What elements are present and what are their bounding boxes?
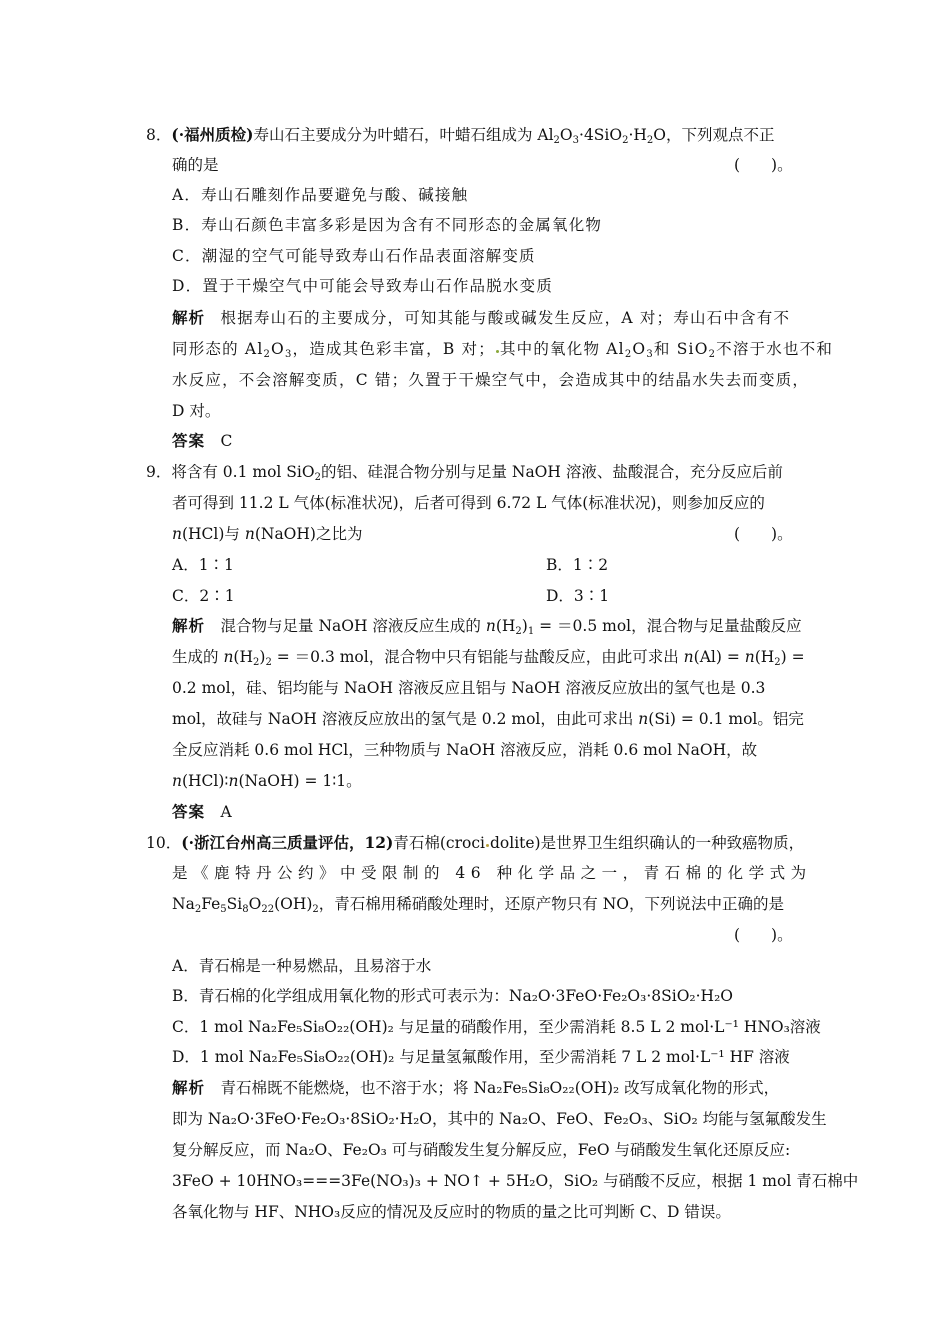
q8-stem-tail: O，下列观点不正 xyxy=(653,126,775,144)
q9-stem-line2: 者可得到 11.2 L 气体(标准状况)，后者可得到 6.72 L 气体(标准状况)，则参加反应的 xyxy=(172,494,765,512)
q8-a2d: 其中的氧化物 Al xyxy=(499,340,625,358)
q9-s3d: (NaOH)之比为 xyxy=(254,525,363,543)
q9-a2b: n xyxy=(223,648,234,666)
q9-analysis-line3: 0.2 mol，硅、铝均能与 NaOH 溶液反应且铝与 NaOH 溶液反应放出的氢气也是 0.3 xyxy=(172,679,766,697)
q8-analysis-line3: 水反应，不会溶解变质，C 错；久置于干燥空气中，会造成其中的结晶水失去而变质， xyxy=(172,371,810,389)
q10-option-a: A．青石棉是一种易燃品，且易溶于水 xyxy=(172,957,432,975)
stray-dot-mark xyxy=(496,350,499,353)
q9-s1a: 将含有 0.1 mol SiO xyxy=(171,463,315,481)
q8-stem-h: ·H xyxy=(628,126,647,144)
q10-s1b: dolite)是世界卫生组织确认的一种致癌物质， xyxy=(489,834,805,852)
q9-analysis-line6 xyxy=(172,771,362,791)
q10-stem-line1 xyxy=(146,833,804,853)
q9-s3a: n xyxy=(172,525,182,543)
q8-answer-value: C xyxy=(220,432,233,450)
q9-s3c: n xyxy=(244,525,255,543)
q10-stem-line2: 是《鹿特丹公约》中受限制的 46 种化学品之一，青石棉的化学式为 xyxy=(172,864,812,882)
q10-analysis-line3: 复分解反应，而 Na₂O、Fe₂O₃ 可与硝酸发生复分解反应，FeO 与硝酸发生氧化还原反应: xyxy=(172,1141,791,1159)
q8-answer xyxy=(172,431,232,451)
q8-a2e: O xyxy=(632,340,647,358)
q10-option-c: C．1 mol Na₂Fe₅Si₈O₂₂(OH)₂ 与足量的硝酸作用，至少需消耗 8.5 L 2 mol·L⁻¹ HNO₃溶液 xyxy=(172,1018,821,1036)
q10-stem-line3: $Na_2Fe_5Si_8O_{22}(OH)_2$，青石棉用稀硝酸处理时，还原产物只有 NO，下列说法中正确的是 xyxy=(172,895,784,915)
q8-analysis-line2: 同形态的 $Al_2O_3$，造成其色彩丰富，B 对； 其中的氧化物 $Al_2O_3$和 SiO$_2$不溶于水也不和 xyxy=(172,340,834,360)
q8-option-d: D．置于干燥空气中可能会导致寿山石作品脱水变质 xyxy=(172,277,554,295)
q10-a1: 青石棉既不能燃烧，也不溶于水；将 Na₂Fe₅Si₈O₂₂(OH)₂ 改写成氧化物的形式， xyxy=(220,1079,780,1097)
q9-stem-line1: 9．将含有 0.1 mol SiO$_2$的铝、硅混合物分别与足量 NaOH 溶液、盐酸混合，充分反应后前 xyxy=(146,463,783,483)
q8-a2b: O xyxy=(271,340,285,358)
q9-stem-line3 xyxy=(172,524,362,544)
q10-s3c: Si xyxy=(226,895,243,913)
q9-a2i: (H xyxy=(754,648,775,666)
q8-stem-line2: 确的是 xyxy=(172,156,219,174)
q9-analysis-line4 xyxy=(172,709,804,729)
q9-a1a: 混合物与足量 NaOH 溶液反应生成的 xyxy=(220,617,486,635)
q10-analysis-tag: 解析 xyxy=(172,1078,206,1097)
q9-a2j: ) = xyxy=(780,648,805,666)
q9-option-a: A．1∶1 xyxy=(172,556,234,574)
q9-a2e: = ＝0.3 mol，混合物中只有铝能与盐酸反应，由此可求出 xyxy=(271,648,684,666)
q9-a2f: n xyxy=(683,648,694,666)
q9-s1b: 的铝、硅混合物分别与足量 NaOH 溶液、盐酸混合，充分反应后前 xyxy=(320,463,783,481)
q9-answer-value: A xyxy=(220,803,232,821)
q9-a1d: ) xyxy=(521,617,528,635)
q9-a6d: (NaOH) = 1∶1。 xyxy=(238,772,362,790)
q9-analysis-tag: 解析 xyxy=(172,616,206,635)
q8-analysis-tag: 解析 xyxy=(172,308,206,327)
q8-source: (·福州质检) xyxy=(171,125,254,144)
q8-a2c: ，造成其色彩丰富，B 对； xyxy=(292,340,495,358)
q10-analysis-line2: 即为 Na₂O·3FeO·Fe₂O₃·8SiO₂·H₂O，其中的 Na₂O、FeO、Fe₂O₃、SiO₂ 均能与氢氟酸发生 xyxy=(172,1110,827,1128)
q10-answer-blank: ( )。 xyxy=(734,926,793,944)
q8-stem-line1: 8．(·福州质检)寿山石主要成分为叶蜡石，叶蜡石组成为 $Al_2O_3\cdot 4SiO_2\cdot H_2O$，下列观点不正 xyxy=(146,125,775,146)
q8-option-b: B．寿山石颜色丰富多彩是因为含有不同形态的金属氧化物 xyxy=(172,216,603,234)
q9-s3b: (HCl)与 xyxy=(181,525,245,543)
q9-analysis-line5: 全反应消耗 0.6 mol HCl，三种物质与 NaOH 溶液反应，消耗 0.6 mol NaOH，故 xyxy=(172,741,758,759)
q9-option-b: B．1∶2 xyxy=(546,556,609,574)
q8-stem-sio: ·4SiO xyxy=(579,126,623,144)
q10-analysis-line4: 3FeO + 10HNO₃===3Fe(NO₃)₃ + NO↑ + 5H₂O，SiO₂ 与硝酸不反应，根据 1 mol 青石棉中 xyxy=(172,1172,859,1190)
q10-source: (·浙江台州高三质量评估， xyxy=(181,833,365,852)
q9-a4b: n xyxy=(638,710,649,728)
q9-a6a: n xyxy=(172,772,182,790)
q8-analysis-line4: D 对。 xyxy=(172,402,221,420)
q9-a6b: (HCl)∶ xyxy=(181,772,229,790)
q10-option-d: D．1 mol Na₂Fe₅Si₈O₂₂(OH)₂ 与足量氢氟酸作用，至少需消耗 7 L 2 mol·L⁻¹ HF 溶液 xyxy=(172,1048,790,1066)
q9-a2g: (Al) = xyxy=(693,648,745,666)
q9-answer-blank: ( )。 xyxy=(734,525,793,543)
q9-a1b: n xyxy=(485,617,496,635)
q9-number: 9． xyxy=(146,463,172,481)
q10-s3a: Na xyxy=(172,895,195,913)
stray-dot-mark xyxy=(486,844,489,847)
q8-stem-text: 寿山石主要成分为叶蜡石，叶蜡石组成为 Al xyxy=(253,126,554,144)
q10-s3f: ，青石棉用稀硝酸处理时，还原产物只有 NO，下列说法中正确的是 xyxy=(318,895,784,913)
q9-a1e: = ＝0.5 mol，混合物与足量盐酸反应 xyxy=(534,617,802,635)
q10-s1a: 青石棉(croci xyxy=(393,834,485,852)
q8-analysis-text1: 根据寿山石的主要成分，可知其能与酸或碱发生反应，A 对；寿山石中含有不 xyxy=(220,309,791,327)
q9-answer xyxy=(172,802,232,822)
q10-number: 10． xyxy=(146,834,182,852)
q8-analysis-line1 xyxy=(172,308,790,328)
q8-option-a: A．寿山石雕刻作品要避免与酸、碱接触 xyxy=(172,186,469,204)
q9-analysis-line2: 生成的 $n(H_2)_2 = =0.3$ mol，混合物中只有铝能与盐酸反应，由此可求出 $n(Al) = n(H_2)$ = xyxy=(172,648,805,668)
q9-option-c: C．2∶1 xyxy=(172,587,235,605)
q10-s3b: Fe xyxy=(201,895,221,913)
q8-number: 8． xyxy=(146,126,172,144)
q8-answer-blank: ( )。 xyxy=(734,156,793,174)
q9-a2a: 生成的 xyxy=(172,648,224,666)
q9-a6c: n xyxy=(228,772,239,790)
q9-option-d: D．3∶1 xyxy=(546,587,610,605)
q9-a2d: ) xyxy=(259,648,266,666)
q9-analysis-line1: 解析 混合物与足量 NaOH 溶液反应生成的 $n(H_2)_1 = =0.5$ mol，混合物与足量盐酸反应 xyxy=(172,616,802,637)
q9-a2c: (H xyxy=(233,648,253,666)
q8-a2f: 和 SiO xyxy=(653,340,709,358)
q8-stem-o: O xyxy=(559,126,573,144)
q10-option-b: B．青石棉的化学组成用氧化物的形式可表示为：Na₂O·3FeO·Fe₂O₃·8SiO₂·H₂O xyxy=(172,987,733,1005)
q9-a4a: mol，故硅与 NaOH 溶液反应放出的氢气是 0.2 mol，由此可求出 xyxy=(172,710,639,728)
q9-a2h: n xyxy=(744,648,755,666)
q8-answer-tag: 答案 xyxy=(172,431,206,450)
q10-analysis-line1 xyxy=(172,1078,779,1098)
q9-a1c: (H xyxy=(495,617,516,635)
q10-s3e: (OH) xyxy=(274,895,313,913)
q8-a2a: 同形态的 Al xyxy=(172,340,264,358)
q10-source-num: 12) xyxy=(364,833,394,852)
q10-s3d: O xyxy=(248,895,262,913)
q9-a4c: (Si) = 0.1 mol。铝完 xyxy=(648,710,804,728)
q9-answer-tag: 答案 xyxy=(172,802,206,821)
q8-option-c: C．潮湿的空气可能导致寿山石作品表面溶解变质 xyxy=(172,247,536,265)
q8-a2g: 不溶于水也不和 xyxy=(716,340,834,358)
q10-analysis-line5: 各氧化物与 HF、NHO₃反应的情况及反应时的物质的量之比可判断 C、D 错误。 xyxy=(172,1203,731,1221)
